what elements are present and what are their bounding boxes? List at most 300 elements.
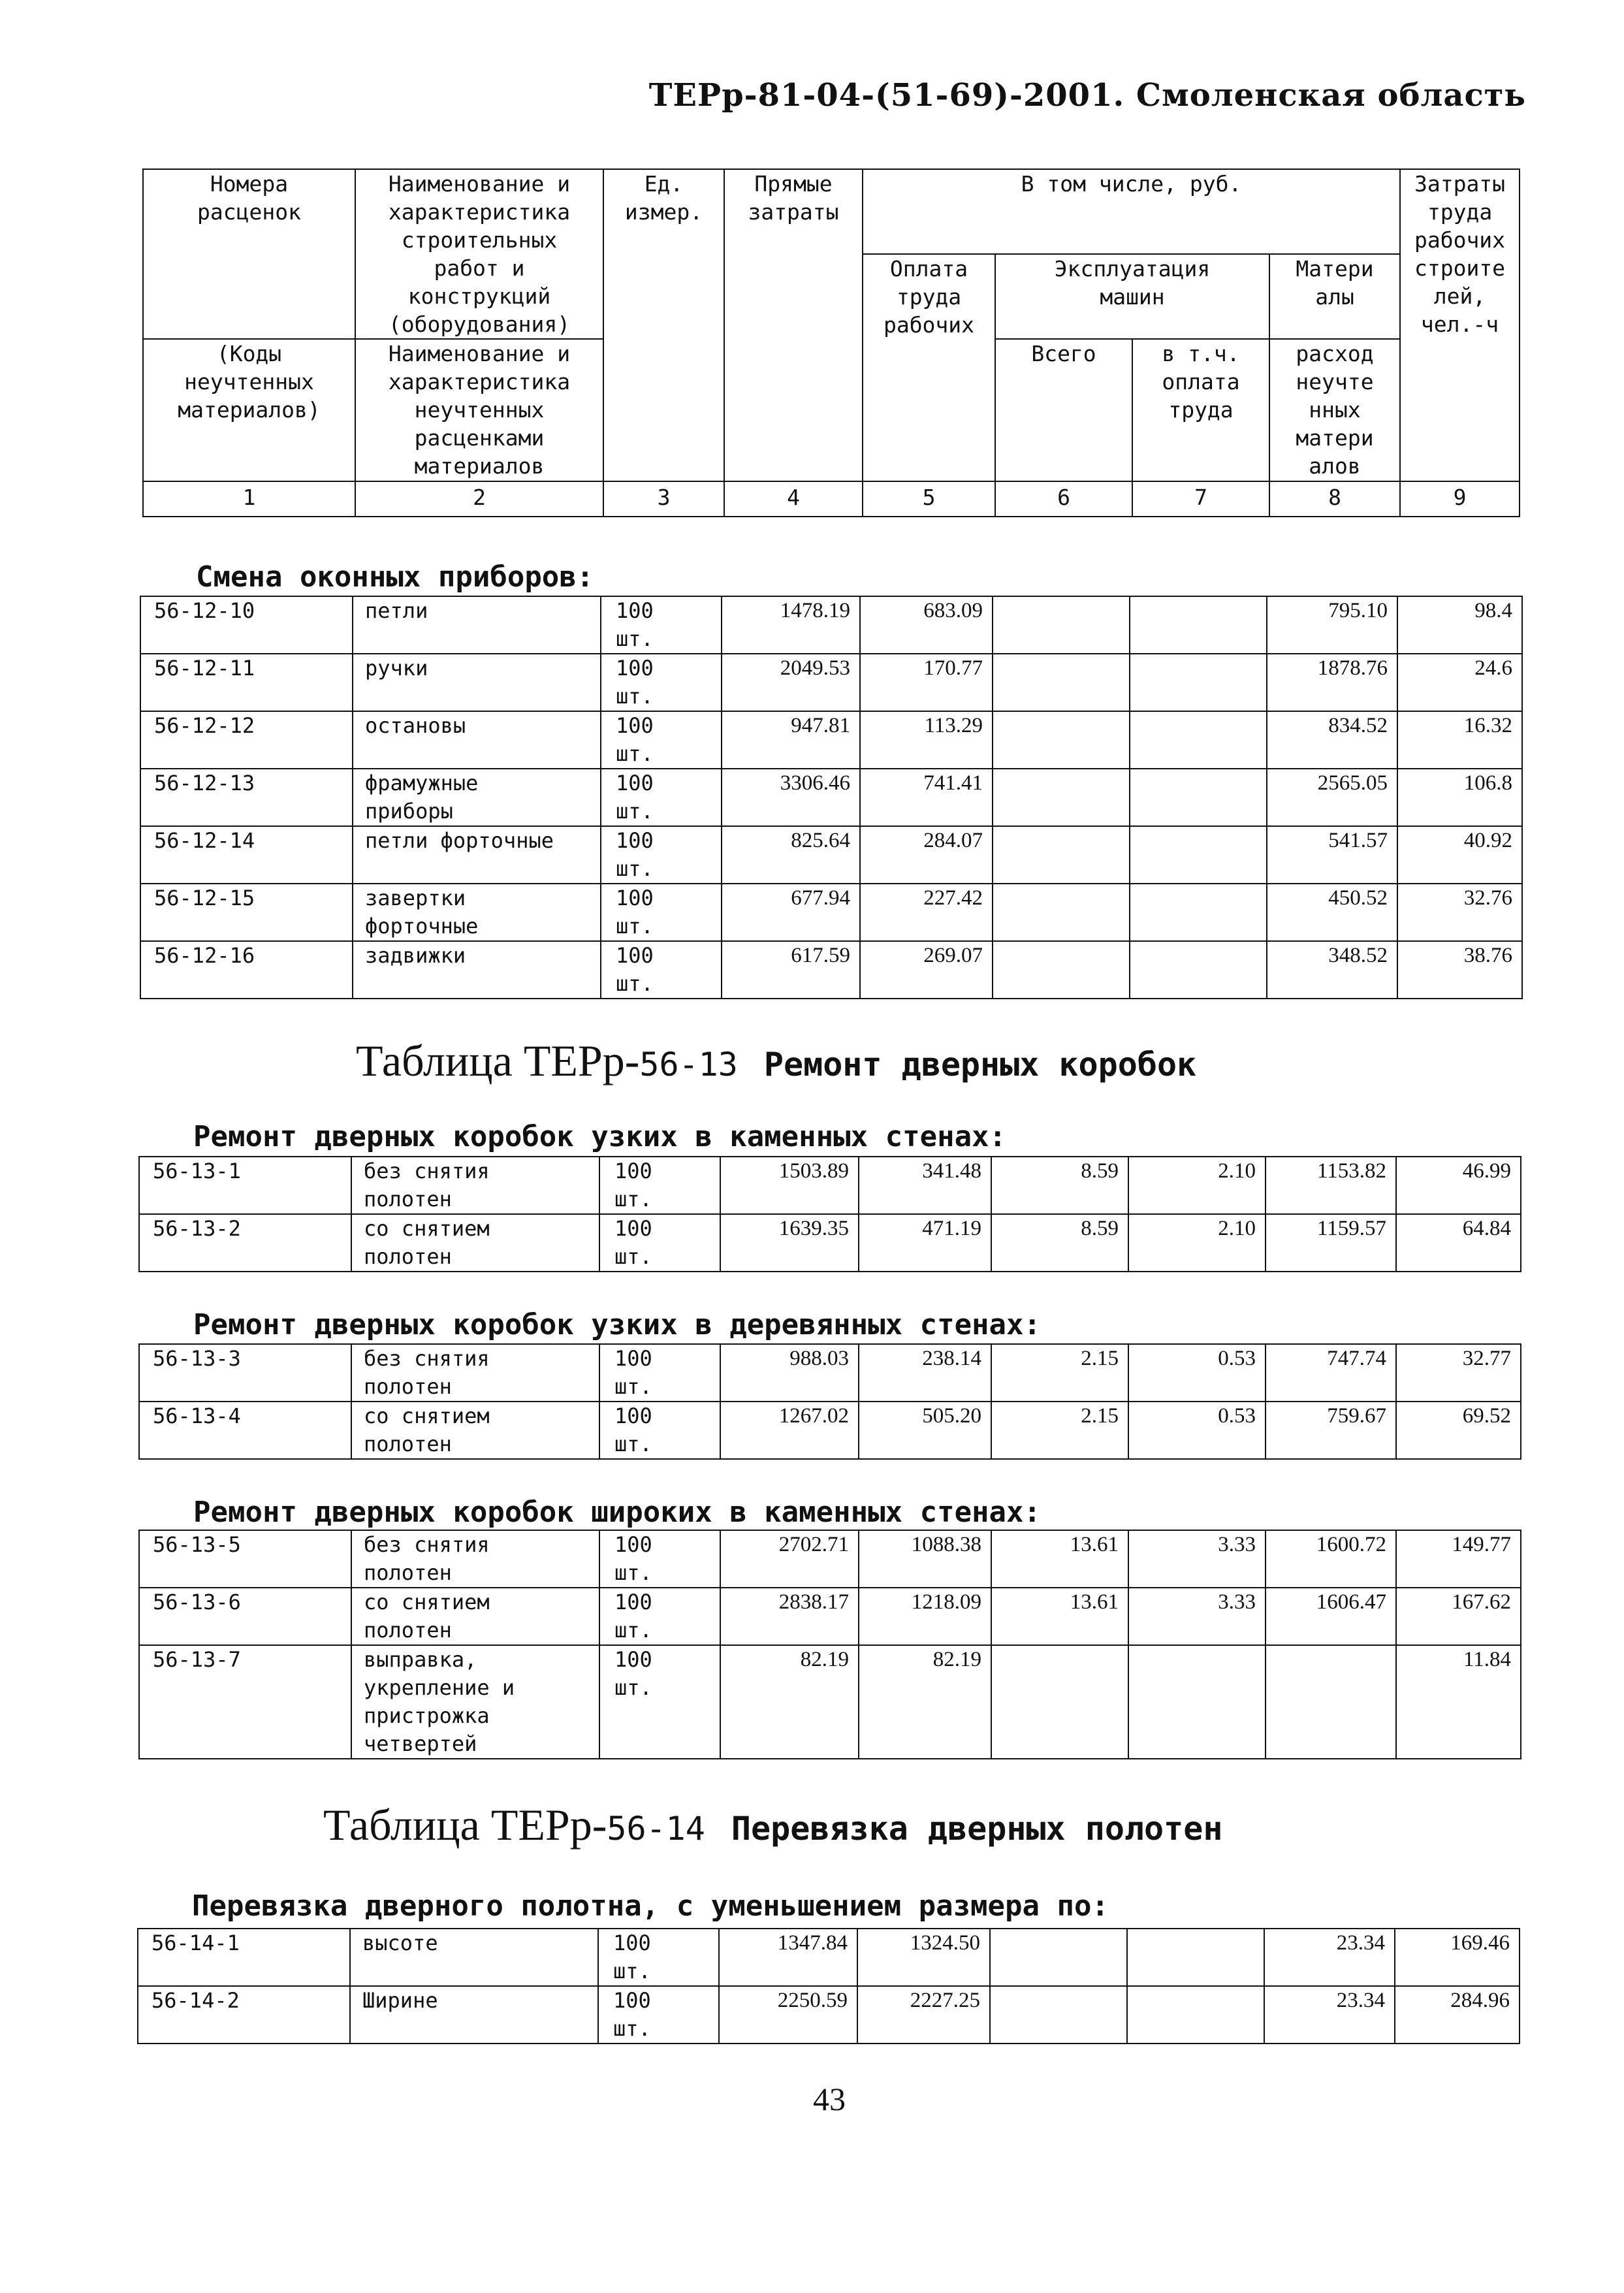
unit-of-measure-line: шт. — [614, 1432, 652, 1456]
direct-costs: 677.94 — [722, 884, 860, 941]
unit-of-measure-line: шт. — [616, 914, 654, 938]
materials-cost — [1266, 1645, 1396, 1759]
header-line: строительных — [401, 227, 558, 253]
rate-code: 56-12-13 — [140, 769, 353, 826]
header-unit — [603, 169, 724, 481]
machine-operator-pay — [1130, 941, 1267, 999]
work-name — [353, 826, 601, 884]
machine-operation — [993, 596, 1130, 654]
header-name — [355, 169, 603, 339]
work-name — [351, 1402, 599, 1459]
work-name-line: полотен — [364, 1244, 452, 1269]
header-line: работ и — [434, 255, 525, 281]
rate-code: 56-13-6 — [139, 1588, 351, 1645]
materials-cost: 348.52 — [1267, 941, 1397, 999]
work-name — [353, 654, 601, 711]
header-line: рабочих — [1414, 227, 1506, 253]
machine-operation — [993, 769, 1130, 826]
unit-of-measure — [599, 1402, 720, 1459]
worker-pay: 82.19 — [859, 1645, 991, 1759]
col-num: 7 — [1132, 481, 1269, 517]
machine-operation — [993, 884, 1130, 941]
work-name-line: петли — [365, 598, 428, 623]
direct-costs: 947.81 — [722, 711, 860, 769]
machine-operation — [993, 711, 1130, 769]
direct-costs: 1503.89 — [720, 1157, 859, 1214]
header-machines-pay — [1132, 339, 1269, 481]
table-row — [140, 884, 1522, 941]
rates-table — [138, 1343, 1521, 1460]
rate-code: 56-13-5 — [139, 1530, 351, 1588]
unit-of-measure-line: 100 — [616, 771, 654, 795]
machine-operation: 13.61 — [991, 1530, 1128, 1588]
materials-cost: 450.52 — [1267, 884, 1397, 941]
labor-costs: 32.77 — [1396, 1344, 1521, 1402]
work-name — [353, 769, 601, 826]
header-materials — [1269, 254, 1400, 339]
table-title — [356, 1035, 1196, 1087]
header-line: нных — [1309, 397, 1361, 423]
labor-costs: 16.32 — [1397, 711, 1522, 769]
unit-of-measure-line: 100 — [614, 1216, 652, 1241]
header-machine-operation — [995, 254, 1269, 339]
materials-cost: 1600.72 — [1266, 1530, 1396, 1588]
work-name — [351, 1645, 599, 1759]
work-name — [351, 1344, 599, 1402]
section-title: Смена оконных приборов: — [196, 560, 594, 594]
materials-cost: 2565.05 — [1267, 769, 1397, 826]
header-line: расценками — [414, 425, 545, 451]
labor-costs: 69.52 — [1396, 1402, 1521, 1459]
unit-of-measure-line: шт. — [616, 799, 654, 824]
rate-code: 56-12-11 — [140, 654, 353, 711]
unit-of-measure — [601, 654, 722, 711]
header-line: конструкций — [407, 283, 551, 309]
machine-operator-pay — [1130, 884, 1267, 941]
header-unaccounted-names — [355, 339, 603, 481]
machine-operation — [993, 826, 1130, 884]
unit-of-measure — [601, 596, 722, 654]
rate-code: 56-12-12 — [140, 711, 353, 769]
header-line: Номера — [210, 171, 289, 197]
labor-costs: 106.8 — [1397, 769, 1522, 826]
col-num: 4 — [724, 481, 863, 517]
header-line: Эксплуатация — [1054, 256, 1211, 281]
unit-of-measure-line: 100 — [616, 886, 654, 910]
col-num: 5 — [863, 481, 995, 517]
machine-operator-pay — [1130, 711, 1267, 769]
header-line: труда — [1168, 397, 1234, 423]
rate-code: 56-12-15 — [140, 884, 353, 941]
column-header-table — [142, 168, 1520, 517]
header-line: Прямые — [754, 171, 833, 197]
materials-cost: 1878.76 — [1267, 654, 1397, 711]
work-name — [351, 1530, 599, 1588]
header-line: труда — [1427, 199, 1493, 225]
work-name-line: со снятием — [364, 1216, 490, 1241]
machine-operation: 8.59 — [991, 1214, 1128, 1272]
work-name — [353, 596, 601, 654]
rate-code: 56-12-10 — [140, 596, 353, 654]
work-name-line: без снятия — [364, 1346, 490, 1371]
unit-of-measure — [601, 884, 722, 941]
col-num: 8 — [1269, 481, 1400, 517]
unit-of-measure-line: шт. — [613, 2016, 651, 2041]
work-name — [353, 884, 601, 941]
header-line: характеристика — [388, 369, 571, 394]
unit-of-measure — [599, 1588, 720, 1645]
worker-pay: 170.77 — [860, 654, 993, 711]
unit-of-measure-line: шт. — [614, 1187, 652, 1211]
table-title-number: 56-14 — [607, 1810, 705, 1848]
rate-code: 56-13-4 — [139, 1402, 351, 1459]
header-line: Ед. — [644, 171, 684, 197]
work-name-line: пристрожка — [364, 1703, 490, 1728]
machine-operator-pay — [1127, 1929, 1264, 1986]
machine-operation: 8.59 — [991, 1157, 1128, 1214]
work-name-line: фрамужные — [365, 771, 479, 795]
work-name-line: полотен — [364, 1560, 452, 1585]
header-line: материалов) — [178, 397, 321, 423]
worker-pay: 341.48 — [859, 1157, 991, 1214]
header-line: алы — [1315, 284, 1354, 310]
machine-operator-pay: 0.53 — [1128, 1402, 1266, 1459]
header-line: лей, — [1433, 283, 1486, 309]
materials-cost: 1159.57 — [1266, 1214, 1396, 1272]
header-line: Матери — [1296, 256, 1374, 281]
header-line: матери — [1296, 425, 1374, 451]
section-title: Ремонт дверных коробок широких в каменных стенах: — [193, 1496, 1042, 1529]
work-name — [351, 1588, 599, 1645]
machine-operation: 2.15 — [991, 1402, 1128, 1459]
worker-pay: 269.07 — [860, 941, 993, 999]
worker-pay: 471.19 — [859, 1214, 991, 1272]
labor-costs: 169.46 — [1395, 1929, 1520, 1986]
direct-costs: 2838.17 — [720, 1588, 859, 1645]
worker-pay: 284.07 — [860, 826, 993, 884]
work-name-line: со снятием — [364, 1590, 490, 1614]
work-name — [350, 1986, 598, 2044]
rates-table — [138, 1530, 1521, 1759]
rates-table — [138, 1156, 1521, 1272]
worker-pay: 2227.25 — [857, 1986, 990, 2044]
direct-costs: 2702.71 — [720, 1530, 859, 1588]
work-name-line: остановы — [365, 713, 466, 738]
header-line: расценок — [197, 199, 301, 225]
worker-pay: 1324.50 — [857, 1929, 990, 1986]
work-name-line: полотен — [364, 1187, 452, 1211]
unit-of-measure — [601, 769, 722, 826]
header-unaccounted-codes — [143, 339, 355, 481]
machine-operator-pay — [1127, 1986, 1264, 2044]
header-line: Затраты — [1414, 171, 1506, 197]
direct-costs: 2049.53 — [722, 654, 860, 711]
worker-pay: 1218.09 — [859, 1588, 991, 1645]
unit-of-measure-line: 100 — [613, 1931, 651, 1955]
machine-operator-pay: 2.10 — [1128, 1214, 1266, 1272]
worker-pay: 1088.38 — [859, 1530, 991, 1588]
labor-costs: 167.62 — [1396, 1588, 1521, 1645]
header-code — [143, 169, 355, 339]
work-name-line: выправка, — [364, 1647, 477, 1672]
header-line: Наименование и — [388, 171, 571, 197]
work-name-line: со снятием — [364, 1403, 490, 1428]
work-name-line: без снятия — [364, 1532, 490, 1557]
labor-costs: 38.76 — [1397, 941, 1522, 999]
rates-table — [137, 1928, 1520, 2044]
labor-costs: 11.84 — [1396, 1645, 1521, 1759]
machine-operator-pay: 2.10 — [1128, 1157, 1266, 1214]
unit-of-measure-line: шт. — [614, 1675, 652, 1700]
header-line: расход — [1296, 341, 1374, 366]
materials-cost: 541.57 — [1267, 826, 1397, 884]
table-row — [140, 941, 1522, 999]
unit-of-measure — [601, 711, 722, 769]
worker-pay: 505.20 — [859, 1402, 991, 1459]
direct-costs: 2250.59 — [719, 1986, 857, 2044]
table-row — [139, 1402, 1521, 1459]
worker-pay: 683.09 — [860, 596, 993, 654]
rate-code: 56-13-1 — [139, 1157, 351, 1214]
machine-operator-pay: 0.53 — [1128, 1344, 1266, 1402]
machine-operator-pay — [1130, 654, 1267, 711]
unit-of-measure — [601, 826, 722, 884]
materials-cost: 834.52 — [1267, 711, 1397, 769]
table-row — [139, 1645, 1521, 1759]
table-title — [323, 1799, 1222, 1851]
machine-operator-pay — [1130, 826, 1267, 884]
work-name-line: без снятия — [364, 1159, 490, 1183]
unit-of-measure-line: 100 — [613, 1988, 651, 2013]
unit-of-measure-line: 100 — [616, 656, 654, 681]
table-row — [140, 711, 1522, 769]
work-name — [351, 1214, 599, 1272]
unit-of-measure-line: 100 — [616, 713, 654, 738]
work-name — [350, 1929, 598, 1986]
table-title-description: Перевязка дверных полотен — [731, 1810, 1223, 1848]
unit-of-measure-line: шт. — [614, 1244, 652, 1269]
section-title: Перевязка дверного полотна, с уменьшением размера по: — [192, 1889, 1109, 1923]
rate-code: 56-13-2 — [139, 1214, 351, 1272]
unit-of-measure-line: 100 — [616, 943, 654, 968]
work-name-line: полотен — [364, 1374, 452, 1399]
header-line: Наименование и — [388, 341, 571, 366]
col-num: 1 — [143, 481, 355, 517]
machine-operation — [990, 1929, 1127, 1986]
header-line: неучтенных — [414, 397, 545, 423]
machine-operation — [993, 654, 1130, 711]
header-machines-total: Всего — [995, 339, 1132, 481]
machine-operation — [990, 1986, 1127, 2044]
unit-of-measure — [599, 1344, 720, 1402]
direct-costs: 82.19 — [720, 1645, 859, 1759]
section-title: Ремонт дверных коробок узких в каменных стенах: — [193, 1120, 1007, 1153]
unit-of-measure-line: 100 — [614, 1346, 652, 1371]
unit-of-measure — [598, 1929, 719, 1986]
table-row — [140, 826, 1522, 884]
worker-pay: 227.42 — [860, 884, 993, 941]
materials-cost: 795.10 — [1267, 596, 1397, 654]
table-title-number: 56-13 — [639, 1046, 738, 1083]
col-num: 3 — [603, 481, 724, 517]
work-name — [351, 1157, 599, 1214]
table-title-lead: Таблица ТЕРр- — [323, 1800, 607, 1850]
unit-of-measure-line: шт. — [613, 1959, 651, 1983]
header-direct-costs — [724, 169, 863, 481]
machine-operator-pay: 3.33 — [1128, 1530, 1266, 1588]
header-line: оплата — [1162, 369, 1240, 394]
labor-costs: 98.4 — [1397, 596, 1522, 654]
header-labor — [1400, 169, 1520, 481]
materials-cost: 23.34 — [1264, 1929, 1395, 1986]
labor-costs: 149.77 — [1396, 1530, 1521, 1588]
work-name-line: Ширине — [362, 1988, 438, 2013]
table-row — [139, 1344, 1521, 1402]
work-name-line: полотен — [364, 1618, 452, 1643]
page-number: 43 — [813, 2081, 846, 2117]
work-name-line: петли форточные — [365, 828, 554, 853]
labor-costs: 40.92 — [1397, 826, 1522, 884]
unit-of-measure — [599, 1645, 720, 1759]
unit-of-measure-line: шт. — [616, 971, 654, 996]
unit-of-measure-line: 100 — [614, 1647, 652, 1672]
col-num: 2 — [355, 481, 603, 517]
header-line: чел.-ч — [1420, 312, 1499, 337]
machine-operator-pay — [1130, 769, 1267, 826]
unit-of-measure-line: 100 — [614, 1590, 652, 1614]
work-name-line: завертки — [365, 886, 466, 910]
header-column-numbers — [143, 481, 1520, 517]
unit-of-measure — [601, 941, 722, 999]
header-line: (оборудования) — [388, 312, 571, 337]
rate-code: 56-14-1 — [138, 1929, 350, 1986]
materials-cost: 1153.82 — [1266, 1157, 1396, 1214]
rates-table — [140, 596, 1523, 999]
table-row — [139, 1214, 1521, 1272]
work-name-line: форточные — [365, 914, 479, 938]
machine-operator-pay — [1130, 596, 1267, 654]
unit-of-measure-line: шт. — [614, 1560, 652, 1585]
machine-operator-pay — [1128, 1645, 1266, 1759]
rate-code: 56-12-14 — [140, 826, 353, 884]
machine-operation: 13.61 — [991, 1588, 1128, 1645]
machine-operator-pay: 3.33 — [1128, 1588, 1266, 1645]
col-num: 9 — [1400, 481, 1520, 517]
work-name-line: задвижки — [365, 943, 466, 968]
table-row — [138, 1929, 1520, 1986]
direct-costs: 825.64 — [722, 826, 860, 884]
direct-costs: 988.03 — [720, 1344, 859, 1402]
rate-code: 56-14-2 — [138, 1986, 350, 2044]
unit-of-measure-line: 100 — [614, 1159, 652, 1183]
table-title-lead: Таблица ТЕРр- — [356, 1036, 640, 1085]
work-name — [353, 711, 601, 769]
direct-costs: 1639.35 — [720, 1214, 859, 1272]
work-name-line: приборы — [365, 799, 453, 824]
header-line: рабочих — [883, 312, 975, 338]
unit-of-measure-line: шт. — [614, 1618, 652, 1643]
labor-costs: 46.99 — [1396, 1157, 1521, 1214]
rate-code: 56-13-7 — [139, 1645, 351, 1759]
unit-of-measure-line: шт. — [616, 856, 654, 881]
materials-cost: 747.74 — [1266, 1344, 1396, 1402]
labor-costs: 24.6 — [1397, 654, 1522, 711]
unit-of-measure-line: 100 — [614, 1532, 652, 1557]
header-worker-pay — [863, 254, 995, 481]
unit-of-measure-line: шт. — [614, 1374, 652, 1399]
unit-of-measure — [599, 1214, 720, 1272]
header-line: материалов — [414, 453, 545, 479]
header-line: строите — [1414, 255, 1506, 281]
document-title: ТЕРр-81-04-(51-69)-2001. Смоленская область — [648, 77, 1526, 114]
unit-of-measure-line: шт. — [616, 741, 654, 766]
unit-of-measure-line: шт. — [616, 626, 654, 651]
machine-operation — [993, 941, 1130, 999]
rate-code: 56-13-3 — [139, 1344, 351, 1402]
unit-of-measure-line: 100 — [614, 1403, 652, 1428]
materials-cost: 23.34 — [1264, 1986, 1395, 2044]
work-name-line: укрепление и — [364, 1675, 515, 1700]
header-unaccounted-materials — [1269, 339, 1400, 481]
table-row — [140, 596, 1522, 654]
header-line: неучтенных — [184, 369, 314, 394]
header-line: алов — [1309, 453, 1361, 479]
header-line: (Коды — [216, 341, 282, 366]
labor-costs: 64.84 — [1396, 1214, 1521, 1272]
unit-of-measure-line: 100 — [616, 598, 654, 623]
header-line: неучте — [1296, 369, 1374, 394]
header-line: измер. — [624, 199, 703, 225]
table-title-description: Ремонт дверных коробок — [763, 1046, 1197, 1083]
header-including: В том числе, руб. — [863, 169, 1400, 254]
materials-cost: 1606.47 — [1266, 1588, 1396, 1645]
header-line: Оплата — [889, 256, 968, 281]
materials-cost: 759.67 — [1266, 1402, 1396, 1459]
header-line: в т.ч. — [1162, 341, 1240, 366]
col-num: 6 — [995, 481, 1132, 517]
unit-of-measure — [598, 1986, 719, 2044]
worker-pay: 113.29 — [860, 711, 993, 769]
direct-costs: 3306.46 — [722, 769, 860, 826]
header-line: характеристика — [388, 199, 571, 225]
work-name-line: ручки — [365, 656, 428, 681]
section-title: Ремонт дверных коробок узких в деревянных стенах: — [193, 1308, 1042, 1341]
table-row — [139, 1157, 1521, 1214]
rate-code: 56-12-16 — [140, 941, 353, 999]
unit-of-measure — [599, 1157, 720, 1214]
machine-operation — [991, 1645, 1128, 1759]
header-line: затраты — [748, 199, 839, 225]
work-name-line: четвертей — [364, 1731, 477, 1756]
unit-of-measure — [599, 1530, 720, 1588]
work-name-line: полотен — [364, 1432, 452, 1456]
labor-costs: 284.96 — [1395, 1986, 1520, 2044]
machine-operation: 2.15 — [991, 1344, 1128, 1402]
unit-of-measure-line: шт. — [616, 684, 654, 709]
header-line: труда — [896, 284, 962, 310]
worker-pay: 741.41 — [860, 769, 993, 826]
worker-pay: 238.14 — [859, 1344, 991, 1402]
work-name-line: высоте — [362, 1931, 438, 1955]
unit-of-measure-line: 100 — [616, 828, 654, 853]
table-row — [139, 1588, 1521, 1645]
direct-costs: 1267.02 — [720, 1402, 859, 1459]
table-row — [138, 1986, 1520, 2044]
table-row — [139, 1530, 1521, 1588]
table-row — [140, 769, 1522, 826]
direct-costs: 1347.84 — [719, 1929, 857, 1986]
work-name — [353, 941, 601, 999]
